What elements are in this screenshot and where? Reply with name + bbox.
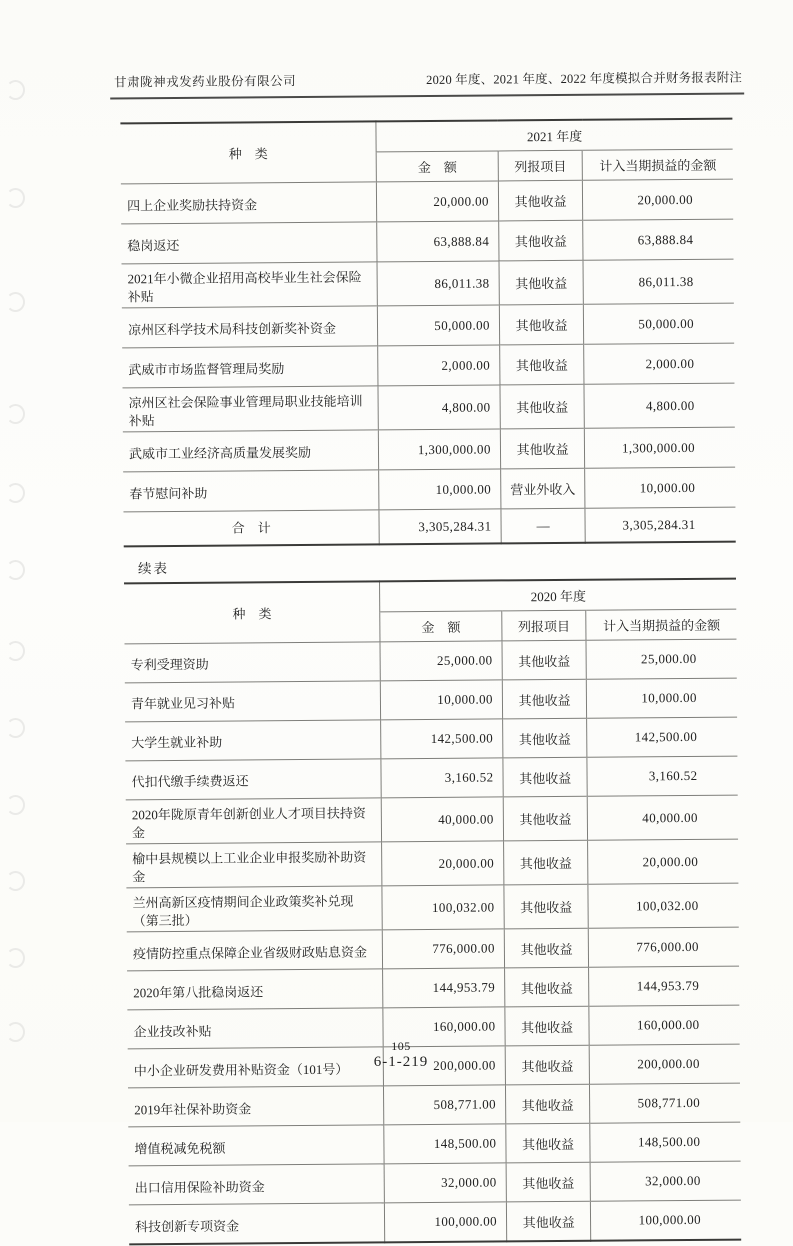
cell-amount: 20,000.00 xyxy=(377,181,499,222)
cell-category: 大学生就业补助 xyxy=(125,720,381,761)
cell-pl-amount: 3,160.52 xyxy=(587,756,737,796)
page-footer xyxy=(341,1040,461,1071)
table-row xyxy=(126,883,738,932)
table-body xyxy=(124,639,741,1245)
binding-hole-mark xyxy=(6,948,25,968)
cell-category: 2021年小微企业招用高校毕业生社会保险补贴 xyxy=(122,262,378,308)
cell-pl-amount: 148,500.00 xyxy=(590,1123,740,1163)
cell-category: 兰州高新区疫情期间企业政策奖补兑现（第三批） xyxy=(126,886,382,932)
cell-category: 出口信用保险补助资金 xyxy=(129,1164,385,1205)
cell-amount: 160,000.00 xyxy=(383,1007,505,1047)
cell-line-item: 其他收益 xyxy=(504,929,589,969)
table-footer xyxy=(123,507,735,546)
cell-line-item: 其他收益 xyxy=(505,1007,590,1047)
cell-line-item: 其他收益 xyxy=(499,220,584,261)
cell-category: 科技创新专项资金 xyxy=(129,1203,385,1245)
cell-amount: 4,800.00 xyxy=(378,385,500,430)
cell-pl-amount: 20,000.00 xyxy=(588,839,738,884)
table-row xyxy=(129,1201,741,1245)
cell-pl-amount: 508,771.00 xyxy=(590,1084,740,1124)
cell-pl-amount: 86,011.38 xyxy=(583,259,734,304)
cell-pl-amount: 25,000.00 xyxy=(586,639,736,679)
cell-pl-amount: 200,000.00 xyxy=(590,1045,740,1085)
header-cell-period: 2020 年度 xyxy=(380,579,736,612)
binding-hole-mark xyxy=(6,871,25,891)
binding-hole-mark xyxy=(6,718,25,738)
cell-line-item: 其他收益 xyxy=(506,1202,591,1242)
cell-category: 稳岗返还 xyxy=(121,222,377,264)
cell-line-item: 其他收益 xyxy=(500,344,585,385)
cell-amount: 20,000.00 xyxy=(382,841,504,886)
header-row-period xyxy=(124,579,736,614)
cell-amount: 40,000.00 xyxy=(382,797,504,842)
header-cell-pl-amount: 计入当期损益的金额 xyxy=(582,149,732,180)
cell-category: 凉州区科学技术局科技创新奖补资金 xyxy=(122,306,378,348)
cell-line-item: 其他收益 xyxy=(505,1046,590,1086)
cell-category: 榆中县规模以上工业企业申报奖励补助资金 xyxy=(126,842,382,888)
header-cell-category: 种 类 xyxy=(120,121,376,184)
header-cell-period: 2021 年度 xyxy=(376,119,733,152)
cell-category: 企业技改补贴 xyxy=(127,1008,383,1049)
cell-pl-amount: 63,888.84 xyxy=(583,219,734,260)
page-header xyxy=(110,68,744,100)
cell-category: 武威市工业经济高质量发展奖励 xyxy=(123,430,379,472)
cell-pl-amount: 32,000.00 xyxy=(590,1162,740,1202)
cell-amount: 100,032.00 xyxy=(382,885,504,930)
cell-amount: 142,500.00 xyxy=(381,719,503,759)
cell-amount: 1,300,000.00 xyxy=(379,429,501,470)
binding-hole-mark xyxy=(6,560,25,580)
cell-amount: 776,000.00 xyxy=(383,929,505,969)
cell-category: 增值税减免税额 xyxy=(128,1125,384,1166)
table-row xyxy=(127,928,739,972)
cell-line-item: 其他收益 xyxy=(503,796,588,841)
cell-line-item: 其他收益 xyxy=(500,428,585,469)
cell-total-amount: 3,305,284.31 xyxy=(379,509,501,544)
binding-hole-mark xyxy=(6,80,25,100)
cell-line-item: 其他收益 xyxy=(499,260,584,305)
cell-pl-amount: 10,000.00 xyxy=(587,678,737,718)
cell-pl-amount: 50,000.00 xyxy=(584,303,735,344)
table-row xyxy=(123,467,735,512)
table-header xyxy=(120,119,732,184)
cell-line-item: 其他收益 xyxy=(499,304,584,345)
binding-hole-mark xyxy=(6,188,25,208)
cell-amount: 63,888.84 xyxy=(377,221,499,262)
cell-line-item: 其他收益 xyxy=(502,679,587,719)
table-header xyxy=(124,579,736,644)
cell-category: 专利受理资助 xyxy=(124,642,380,683)
cell-category: 青年就业见习补贴 xyxy=(125,681,381,722)
header-cell-amount: 金 额 xyxy=(380,611,502,642)
cell-category: 中小企业研发费用补贴资金（101号） xyxy=(128,1047,384,1088)
total-row xyxy=(123,507,735,546)
cell-pl-amount: 2,000.00 xyxy=(584,343,735,384)
cell-line-item: 其他收益 xyxy=(505,1085,590,1125)
cell-category: 凉州区社会保险事业管理局职业技能培训补贴 xyxy=(122,386,378,432)
cell-line-item: 其他收益 xyxy=(500,384,585,429)
cell-amount: 10,000.00 xyxy=(379,469,501,510)
table-row xyxy=(122,303,734,348)
table-row xyxy=(123,427,735,472)
header-cell-line-item: 列报项目 xyxy=(498,150,583,181)
cell-line-item: 其他收益 xyxy=(506,1163,591,1203)
header-cell-pl-amount: 计入当期损益的金额 xyxy=(586,609,736,640)
cell-line-item: 其他收益 xyxy=(502,640,587,680)
cell-category: 四上企业奖励扶持资金 xyxy=(121,182,377,224)
cell-line-item: 其他收益 xyxy=(506,1124,591,1164)
page-number: 105 xyxy=(391,1039,411,1053)
cell-total-line-item: — xyxy=(501,508,586,543)
cell-pl-amount: 100,032.00 xyxy=(588,883,738,928)
table-row xyxy=(127,967,739,1011)
cell-amount: 144,953.79 xyxy=(383,968,505,1008)
table-body xyxy=(121,179,736,512)
cell-pl-amount: 20,000.00 xyxy=(583,179,734,220)
cell-line-item: 其他收益 xyxy=(504,885,589,930)
grants-table-2021 xyxy=(120,118,735,548)
cell-category: 2020年陇原青年创新创业人才项目扶持资金 xyxy=(126,798,382,844)
header-cell-category: 种 类 xyxy=(124,582,380,645)
binding-hole-mark xyxy=(6,795,25,815)
document-code: 6-1-219 xyxy=(373,1053,429,1070)
table-row xyxy=(125,678,737,722)
cell-amount: 25,000.00 xyxy=(380,641,502,681)
cell-pl-amount: 144,953.79 xyxy=(589,967,739,1007)
cell-line-item: 其他收益 xyxy=(504,968,589,1008)
cell-total-pl-amount: 3,305,284.31 xyxy=(585,507,736,543)
cell-amount: 200,000.00 xyxy=(383,1046,505,1086)
cell-pl-amount: 4,800.00 xyxy=(584,383,735,428)
cell-category: 代扣代缴手续费返还 xyxy=(125,759,381,800)
cell-amount: 3,160.52 xyxy=(381,758,503,798)
binding-hole-mark xyxy=(6,641,25,661)
table-row xyxy=(122,259,734,308)
cell-category: 疫情防控重点保障企业省级财政贴息资金 xyxy=(127,930,383,971)
document-title: 2020 年度、2021 年度、2022 年度模拟合并财务报表附注 xyxy=(426,70,743,88)
company-name: 甘肃陇神戎发药业股份有限公司 xyxy=(114,74,297,90)
cell-line-item: 其他收益 xyxy=(498,180,583,221)
cell-pl-amount: 40,000.00 xyxy=(588,795,738,840)
cell-line-item: 其他收益 xyxy=(503,757,588,797)
table-row xyxy=(122,383,734,432)
header-cell-amount: 金 额 xyxy=(376,151,498,182)
cell-amount: 32,000.00 xyxy=(384,1163,506,1203)
grants-table-2020 xyxy=(124,578,741,1246)
cell-amount: 86,011.38 xyxy=(377,261,499,306)
table-row xyxy=(129,1162,741,1206)
cell-pl-amount: 1,300,000.00 xyxy=(585,427,736,468)
cell-amount: 50,000.00 xyxy=(378,305,500,346)
cell-category: 2020年第八批稳岗返还 xyxy=(127,969,383,1010)
cell-total-label: 合 计 xyxy=(123,510,379,547)
cell-pl-amount: 776,000.00 xyxy=(589,928,739,968)
continuation-label: 续表 xyxy=(137,561,169,577)
table-row xyxy=(121,219,733,264)
binding-hole-mark xyxy=(6,292,25,312)
cell-line-item: 其他收益 xyxy=(503,718,588,758)
table-row xyxy=(128,1084,740,1128)
cell-amount: 100,000.00 xyxy=(385,1202,507,1242)
cell-amount: 508,771.00 xyxy=(384,1085,506,1125)
cell-amount: 10,000.00 xyxy=(381,680,503,720)
binding-hole-mark xyxy=(6,1022,25,1042)
cell-line-item: 营业外收入 xyxy=(500,468,585,509)
cell-category: 春节慰问补助 xyxy=(123,470,379,512)
binding-hole-mark xyxy=(6,483,25,503)
cell-pl-amount: 160,000.00 xyxy=(589,1006,739,1046)
cell-pl-amount: 100,000.00 xyxy=(591,1201,741,1242)
table-row xyxy=(122,343,734,388)
table-row xyxy=(126,839,738,888)
cell-pl-amount: 142,500.00 xyxy=(587,717,737,757)
table-row xyxy=(126,795,738,844)
table-row xyxy=(125,756,737,800)
binding-hole-mark xyxy=(6,404,25,424)
cell-pl-amount: 10,000.00 xyxy=(585,467,736,508)
cell-amount: 2,000.00 xyxy=(378,345,500,386)
table-row xyxy=(124,639,736,683)
header-cell-line-item: 列报项目 xyxy=(502,610,587,641)
cell-category: 2019年社保补助资金 xyxy=(128,1086,384,1127)
header-row-period xyxy=(120,119,732,154)
cell-line-item: 其他收益 xyxy=(503,841,588,886)
cell-amount: 148,500.00 xyxy=(384,1124,506,1164)
table-row xyxy=(128,1123,740,1167)
cell-category: 武威市市场监督管理局奖励 xyxy=(122,346,378,388)
table-row xyxy=(121,179,733,224)
table-row xyxy=(125,717,737,761)
